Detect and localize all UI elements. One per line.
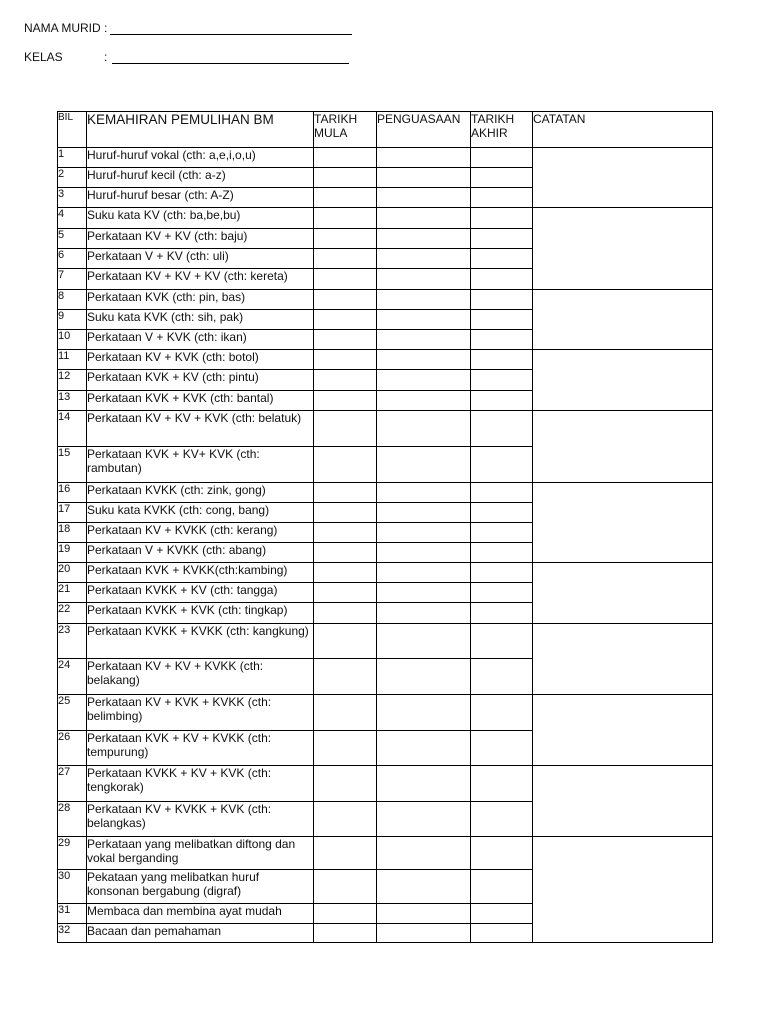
table-row — [58, 483, 713, 503]
start-date-cell[interactable] — [314, 603, 377, 624]
row-number: 5 — [58, 229, 87, 249]
start-date-cell[interactable] — [314, 229, 377, 249]
mastery-cell[interactable] — [377, 391, 471, 411]
end-date-cell[interactable] — [471, 350, 533, 370]
start-date-cell[interactable] — [314, 523, 377, 543]
start-date-cell[interactable] — [314, 837, 377, 870]
row-number: 20 — [58, 563, 87, 583]
mastery-cell[interactable] — [377, 350, 471, 370]
column-header-notes: CATATAN — [533, 112, 713, 148]
class-line — [24, 50, 108, 64]
mastery-cell[interactable] — [377, 904, 471, 924]
mastery-cell[interactable] — [377, 543, 471, 563]
mastery-cell[interactable] — [377, 229, 471, 249]
start-date-cell[interactable] — [314, 695, 377, 731]
start-date-cell[interactable] — [314, 583, 377, 603]
row-number: 32 — [58, 924, 87, 943]
mastery-cell[interactable] — [377, 731, 471, 766]
skill-cell: Perkataan KVK + KVK (cth: bantal) — [87, 391, 314, 411]
student-name-label: NAMA MURID : — [24, 21, 108, 35]
row-number: 25 — [58, 695, 87, 731]
skill-cell: Perkataan KVK + KV+ KVK (cth: rambutan) — [87, 447, 314, 483]
skill-cell: Perkataan KV + KVKK + KVK (cth: belangkas) — [87, 802, 314, 837]
skill-cell: Perkataan KVKK + KVK (cth: tingkap) — [87, 603, 314, 624]
start-date-cell[interactable] — [314, 208, 377, 229]
row-number: 24 — [58, 659, 87, 695]
mastery-cell[interactable] — [377, 208, 471, 229]
skill-cell: Suku kata KV (cth: ba,be,bu) — [87, 208, 314, 229]
start-date-cell[interactable] — [314, 543, 377, 563]
mastery-cell[interactable] — [377, 168, 471, 188]
row-number: 26 — [58, 731, 87, 766]
remedial-skills-table — [57, 111, 713, 943]
notes-cell[interactable] — [533, 695, 713, 766]
skill-cell: Perkataan KV + KVKK (cth: kerang) — [87, 523, 314, 543]
end-date-cell[interactable] — [471, 330, 533, 350]
row-number: 30 — [58, 870, 87, 904]
end-date-cell[interactable] — [471, 837, 533, 870]
skill-cell: Perkataan KVK + KV + KVKK (cth: tempurung) — [87, 731, 314, 766]
table-row — [58, 290, 713, 310]
row-number: 8 — [58, 290, 87, 310]
start-date-cell[interactable] — [314, 168, 377, 188]
class-field[interactable] — [112, 63, 349, 64]
start-date-cell[interactable] — [314, 391, 377, 411]
skill-cell: Perkataan KVKK + KV (cth: tangga) — [87, 583, 314, 603]
row-number: 22 — [58, 603, 87, 624]
row-number: 29 — [58, 837, 87, 870]
start-date-cell[interactable] — [314, 802, 377, 837]
mastery-cell[interactable] — [377, 330, 471, 350]
mastery-cell[interactable] — [377, 924, 471, 943]
column-header-start-date: TARIKH MULA — [314, 112, 377, 148]
table-header-row — [58, 112, 713, 148]
end-date-cell[interactable] — [471, 269, 533, 290]
notes-cell[interactable] — [533, 624, 713, 695]
row-number: 10 — [58, 330, 87, 350]
mastery-cell[interactable] — [377, 563, 471, 583]
skill-cell: Huruf-huruf besar (cth: A-Z) — [87, 188, 314, 208]
skill-cell: Perkataan yang melibatkan diftong dan vokal berganding — [87, 837, 314, 870]
column-header-bil: BIL — [58, 112, 87, 148]
mastery-cell[interactable] — [377, 503, 471, 523]
start-date-cell[interactable] — [314, 447, 377, 483]
end-date-cell[interactable] — [471, 583, 533, 603]
mastery-cell[interactable] — [377, 695, 471, 731]
end-date-cell[interactable] — [471, 208, 533, 229]
end-date-cell[interactable] — [471, 870, 533, 904]
end-date-cell[interactable] — [471, 904, 533, 924]
skill-cell: Perkataan KVKK + KVKK (cth: kangkung) — [87, 624, 314, 659]
start-date-cell[interactable] — [314, 269, 377, 290]
row-number: 28 — [58, 802, 87, 837]
mastery-cell[interactable] — [377, 148, 471, 168]
row-number: 21 — [58, 583, 87, 603]
skill-cell: Perkataan KV + KV + KVK (cth: belatuk) — [87, 411, 314, 447]
start-date-cell[interactable] — [314, 310, 377, 330]
end-date-cell[interactable] — [471, 411, 533, 447]
end-date-cell[interactable] — [471, 188, 533, 208]
mastery-cell[interactable] — [377, 583, 471, 603]
end-date-cell[interactable] — [471, 659, 533, 695]
column-header-end-date: TARIKH AKHIR — [471, 112, 533, 148]
row-number: 9 — [58, 310, 87, 330]
mastery-cell[interactable] — [377, 837, 471, 870]
start-date-cell[interactable] — [314, 188, 377, 208]
notes-cell[interactable] — [533, 766, 713, 837]
end-date-cell[interactable] — [471, 391, 533, 411]
end-date-cell[interactable] — [471, 249, 533, 269]
end-date-cell[interactable] — [471, 148, 533, 168]
skill-cell: Perkataan KVK + KVKK(cth:kambing) — [87, 563, 314, 583]
row-number: 12 — [58, 370, 87, 391]
column-header-skill: KEMAHIRAN PEMULIHAN BM — [87, 112, 314, 148]
end-date-cell[interactable] — [471, 563, 533, 583]
start-date-cell[interactable] — [314, 659, 377, 695]
row-number: 13 — [58, 391, 87, 411]
start-date-cell[interactable] — [314, 766, 377, 802]
class-label: KELAS — [24, 50, 63, 64]
mastery-cell[interactable] — [377, 870, 471, 904]
table-row — [58, 350, 713, 370]
table-row — [58, 695, 713, 731]
row-number: 6 — [58, 249, 87, 269]
skill-cell: Perkataan KV + KVK (cth: botol) — [87, 350, 314, 370]
skill-cell: Perkataan KVK + KV (cth: pintu) — [87, 370, 314, 391]
end-date-cell[interactable] — [471, 603, 533, 624]
student-name-field[interactable] — [110, 34, 352, 35]
row-number: 17 — [58, 503, 87, 523]
skill-cell: Perkataan KVK (cth: pin, bas) — [87, 290, 314, 310]
mastery-cell[interactable] — [377, 624, 471, 659]
column-header-mastery: PENGUASAAN — [377, 112, 471, 148]
notes-cell[interactable] — [533, 350, 713, 411]
start-date-cell[interactable] — [314, 904, 377, 924]
mastery-cell[interactable] — [377, 603, 471, 624]
skill-cell: Perkataan V + KVK (cth: ikan) — [87, 330, 314, 350]
notes-cell[interactable] — [533, 208, 713, 290]
mastery-cell[interactable] — [377, 523, 471, 543]
row-number: 19 — [58, 543, 87, 563]
mastery-cell[interactable] — [377, 310, 471, 330]
start-date-cell[interactable] — [314, 370, 377, 391]
skill-cell: Suku kata KVK (cth: sih, pak) — [87, 310, 314, 330]
skill-cell: Perkataan KV + KV + KVKK (cth: belakang) — [87, 659, 314, 695]
mastery-cell[interactable] — [377, 483, 471, 503]
end-date-cell[interactable] — [471, 731, 533, 766]
student-name-line — [24, 21, 107, 35]
row-number: 1 — [58, 148, 87, 168]
mastery-cell[interactable] — [377, 766, 471, 802]
table-row — [58, 148, 713, 168]
table-row — [58, 411, 713, 447]
skill-cell: Bacaan dan pemahaman — [87, 924, 314, 943]
row-number: 3 — [58, 188, 87, 208]
start-date-cell[interactable] — [314, 249, 377, 269]
skill-cell: Perkataan KV + KVK + KVKK (cth: belimbing) — [87, 695, 314, 731]
mastery-cell[interactable] — [377, 370, 471, 391]
end-date-cell[interactable] — [471, 695, 533, 731]
mastery-cell[interactable] — [377, 269, 471, 290]
end-date-cell[interactable] — [471, 168, 533, 188]
mastery-cell[interactable] — [377, 802, 471, 837]
table-row — [58, 563, 713, 583]
end-date-cell[interactable] — [471, 483, 533, 503]
end-date-cell[interactable] — [471, 290, 533, 310]
skill-cell: Perkataan KV + KV (cth: baju) — [87, 229, 314, 249]
end-date-cell[interactable] — [471, 802, 533, 837]
start-date-cell[interactable] — [314, 148, 377, 168]
skill-cell: Huruf-huruf kecil (cth: a-z) — [87, 168, 314, 188]
mastery-cell[interactable] — [377, 411, 471, 447]
row-number: 4 — [58, 208, 87, 229]
start-date-cell[interactable] — [314, 290, 377, 310]
skill-cell: Membaca dan membina ayat mudah — [87, 904, 314, 924]
start-date-cell[interactable] — [314, 350, 377, 370]
end-date-cell[interactable] — [471, 229, 533, 249]
table-row — [58, 208, 713, 229]
class-colon: : — [104, 50, 108, 64]
row-number: 23 — [58, 624, 87, 659]
row-number: 31 — [58, 904, 87, 924]
skill-cell: Perkataan KVKK + KV + KVK (cth: tengkorak) — [87, 766, 314, 802]
end-date-cell[interactable] — [471, 310, 533, 330]
start-date-cell[interactable] — [314, 483, 377, 503]
end-date-cell[interactable] — [471, 370, 533, 391]
start-date-cell[interactable] — [314, 411, 377, 447]
table-row — [58, 837, 713, 870]
row-number: 2 — [58, 168, 87, 188]
notes-cell[interactable] — [533, 411, 713, 483]
table-row — [58, 624, 713, 659]
skill-cell: Suku kata KVKK (cth: cong, bang) — [87, 503, 314, 523]
row-number: 16 — [58, 483, 87, 503]
notes-cell[interactable] — [533, 483, 713, 563]
notes-cell[interactable] — [533, 563, 713, 624]
skill-cell: Perkataan KV + KV + KV (cth: kereta) — [87, 269, 314, 290]
start-date-cell[interactable] — [314, 563, 377, 583]
mastery-cell[interactable] — [377, 447, 471, 483]
row-number: 7 — [58, 269, 87, 290]
row-number: 15 — [58, 447, 87, 483]
mastery-cell[interactable] — [377, 659, 471, 695]
row-number: 11 — [58, 350, 87, 370]
end-date-cell[interactable] — [471, 503, 533, 523]
table-row — [58, 766, 713, 802]
notes-cell[interactable] — [533, 290, 713, 350]
notes-cell[interactable] — [533, 837, 713, 943]
start-date-cell[interactable] — [314, 731, 377, 766]
row-number: 27 — [58, 766, 87, 802]
skill-cell: Perkataan KVKK (cth: zink, gong) — [87, 483, 314, 503]
skill-cell: Pekataan yang melibatkan huruf konsonan bergabung (digraf) — [87, 870, 314, 904]
start-date-cell[interactable] — [314, 503, 377, 523]
start-date-cell[interactable] — [314, 330, 377, 350]
end-date-cell[interactable] — [471, 924, 533, 943]
mastery-cell[interactable] — [377, 290, 471, 310]
skill-cell: Perkataan V + KV (cth: uli) — [87, 249, 314, 269]
end-date-cell[interactable] — [471, 543, 533, 563]
start-date-cell[interactable] — [314, 870, 377, 904]
notes-cell[interactable] — [533, 148, 713, 208]
row-number: 14 — [58, 411, 87, 447]
row-number: 18 — [58, 523, 87, 543]
mastery-cell[interactable] — [377, 188, 471, 208]
skill-cell: Huruf-huruf vokal (cth: a,e,i,o,u) — [87, 148, 314, 168]
mastery-cell[interactable] — [377, 249, 471, 269]
end-date-cell[interactable] — [471, 447, 533, 483]
end-date-cell[interactable] — [471, 624, 533, 659]
start-date-cell[interactable] — [314, 624, 377, 659]
skill-cell: Perkataan V + KVKK (cth: abang) — [87, 543, 314, 563]
start-date-cell[interactable] — [314, 924, 377, 943]
end-date-cell[interactable] — [471, 523, 533, 543]
end-date-cell[interactable] — [471, 766, 533, 802]
